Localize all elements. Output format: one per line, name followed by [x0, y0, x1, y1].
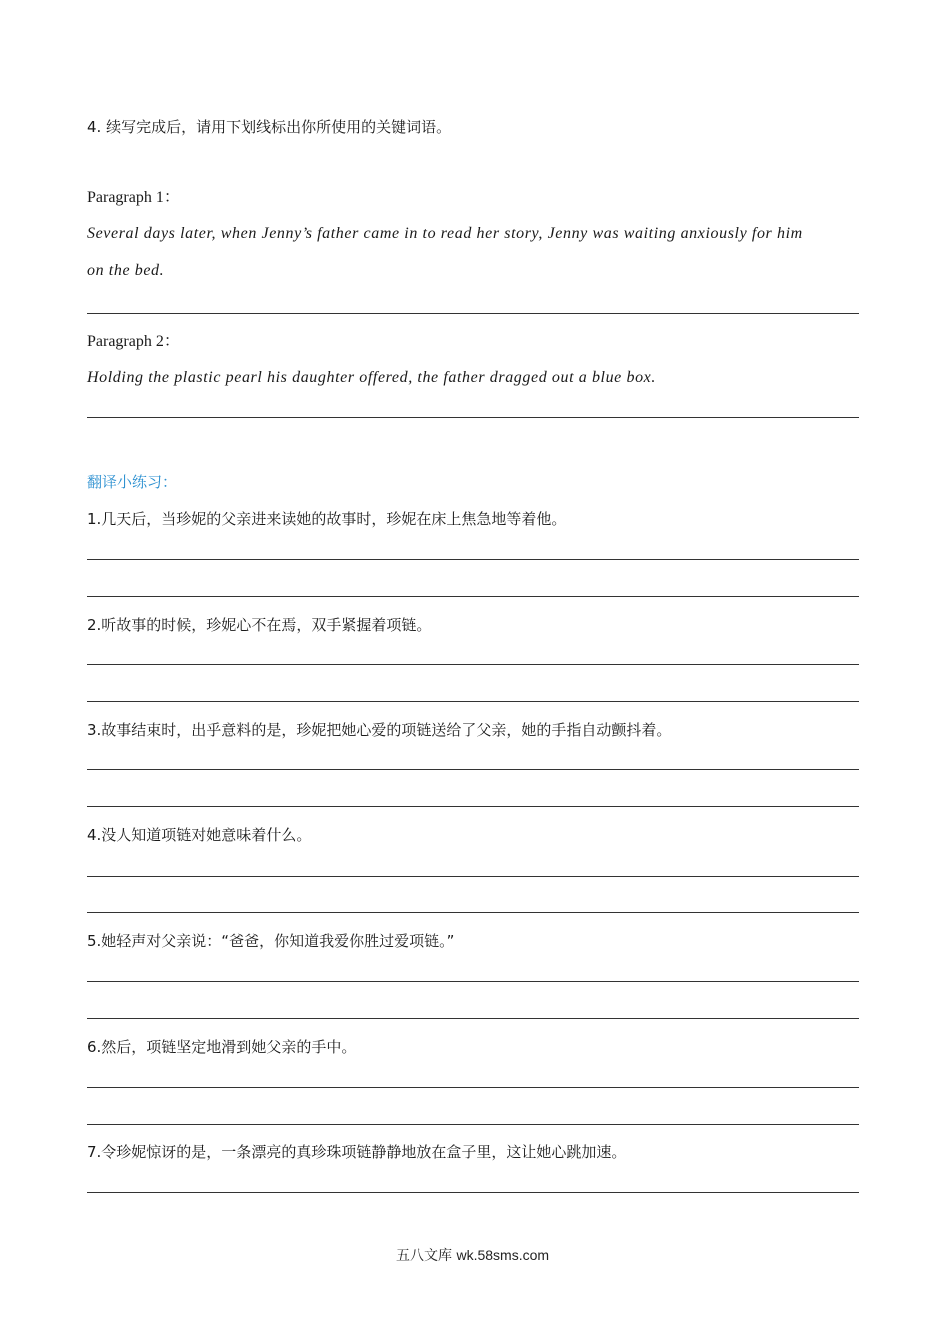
footer-watermark — [396, 1245, 549, 1266]
answer-line — [87, 876, 859, 877]
answer-line — [87, 769, 859, 770]
translation-item-7: 7.令珍妮惊讶的是，一条漂亮的真珍珠项链静静地放在盒子里，这让她心跳加速。 — [87, 1143, 627, 1161]
translation-item-1: 1.几天后，当珍妮的父亲进来读她的故事时，珍妮在床上焦急地等着他。 — [87, 510, 567, 528]
answer-line — [87, 1192, 859, 1193]
paragraph-1-opening-line-1: Several days later, when Jenny’s father came in to read her story, Jenny was waiting anxiously for him — [87, 225, 803, 242]
answer-line — [87, 596, 859, 597]
answer-line — [87, 981, 859, 982]
paragraph-1-label: Paragraph 1： — [87, 189, 180, 206]
answer-line — [87, 664, 859, 665]
answer-line — [87, 559, 859, 560]
translation-item-6: 6.然后，项链坚定地滑到她父亲的手中。 — [87, 1038, 357, 1056]
footer-url: wk.58sms.com — [456, 1247, 550, 1263]
footer-site-name: 五八文库 — [396, 1248, 452, 1264]
writing-line — [87, 313, 859, 314]
translation-item-4: 4.没人知道项链对她意味着什么。 — [87, 826, 312, 844]
translation-item-5: 5.她轻声对父亲说：“爸爸，你知道我爱你胜过爱项链。” — [87, 932, 455, 950]
paragraph-2-label: Paragraph 2： — [87, 333, 180, 350]
paragraph-2-opening-line: Holding the plastic pearl his daughter offered, the father dragged out a blue box. — [87, 369, 656, 386]
writing-line — [87, 417, 859, 418]
instruction-text: 4. 续写完成后，请用下划线标出你所使用的关键词语。 — [87, 118, 452, 136]
translation-item-2: 2.听故事的时候，珍妮心不在焉，双手紧握着项链。 — [87, 616, 432, 634]
translation-item-3: 3.故事结束时，出乎意料的是，珍妮把她心爱的项链送给了父亲，她的手指自动颤抖着。 — [87, 721, 672, 739]
answer-line — [87, 1124, 859, 1125]
answer-line — [87, 912, 859, 913]
answer-line — [87, 701, 859, 702]
answer-line — [87, 806, 859, 807]
paragraph-1-opening-line-2: on the bed. — [87, 262, 165, 279]
translation-section-title: 翻译小练习： — [87, 473, 178, 491]
answer-line — [87, 1018, 859, 1019]
answer-line — [87, 1087, 859, 1088]
